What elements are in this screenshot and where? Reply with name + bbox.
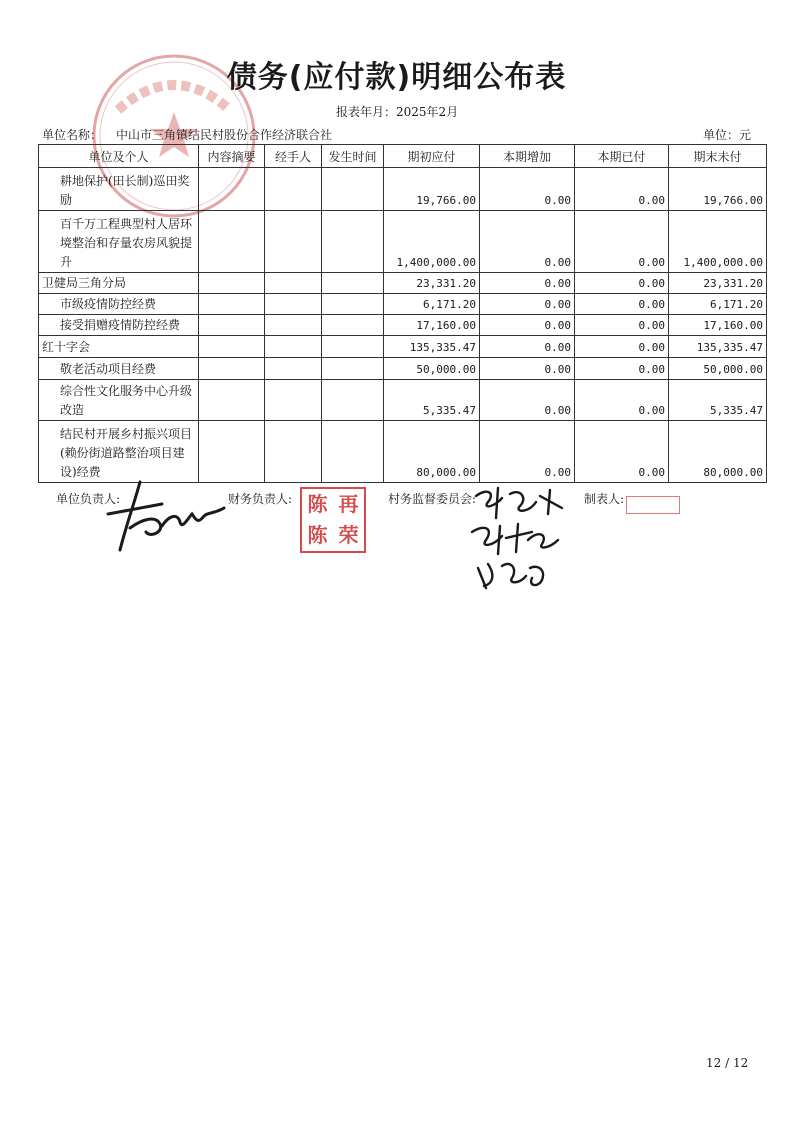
row-opening: 19,766.00 — [384, 168, 480, 211]
row-increase: 0.00 — [480, 168, 575, 211]
row-closing: 23,331.20 — [669, 273, 767, 294]
row-closing: 135,335.47 — [669, 336, 767, 358]
table-row — [39, 380, 767, 421]
table-row — [39, 168, 767, 211]
row-increase: 0.00 — [480, 294, 575, 315]
page-number: 12 / 12 — [706, 1056, 749, 1070]
row-summary — [199, 315, 265, 336]
col-header: 单位及个人 — [39, 145, 199, 168]
seal-char: 再 — [338, 492, 359, 516]
unit-name-label: 单位名称： — [42, 128, 103, 142]
row-handler — [265, 380, 322, 421]
col-header: 期初应付 — [384, 145, 480, 168]
report-period-label: 报表年月： — [336, 105, 397, 119]
row-increase: 0.00 — [480, 211, 575, 273]
col-header: 本期已付 — [575, 145, 669, 168]
row-name: 红十字会 — [39, 336, 199, 358]
row-paid: 0.00 — [575, 273, 669, 294]
row-paid: 0.00 — [575, 358, 669, 380]
table-row — [39, 358, 767, 380]
row-handler — [265, 421, 322, 483]
row-closing: 50,000.00 — [669, 358, 767, 380]
currency-unit: 单位：元 — [703, 128, 752, 142]
row-increase: 0.00 — [480, 380, 575, 421]
row-closing: 19,766.00 — [669, 168, 767, 211]
row-date — [322, 336, 384, 358]
row-summary — [199, 211, 265, 273]
row-handler — [265, 211, 322, 273]
table-row — [39, 315, 767, 336]
row-handler — [265, 294, 322, 315]
row-handler — [265, 168, 322, 211]
finance-head-label: 财务负责人: — [228, 492, 293, 506]
row-date — [322, 273, 384, 294]
finance-head-seal — [300, 487, 366, 553]
row-opening: 1,400,000.00 — [384, 211, 480, 273]
debt-table — [38, 144, 767, 483]
seal-char: 荣 — [338, 523, 359, 547]
preparer-label: 制表人: — [584, 492, 625, 506]
row-date — [322, 380, 384, 421]
row-name: 接受捐赠疫情防控经费 — [39, 315, 199, 336]
row-paid: 0.00 — [575, 294, 669, 315]
row-handler — [265, 273, 322, 294]
col-header: 本期增加 — [480, 145, 575, 168]
row-opening: 6,171.20 — [384, 294, 480, 315]
seal-char: 陈 — [307, 523, 328, 547]
row-summary — [199, 421, 265, 483]
row-closing: 1,400,000.00 — [669, 211, 767, 273]
row-opening: 80,000.00 — [384, 421, 480, 483]
supervisor-label: 村务监督委员会: — [388, 492, 477, 506]
row-date — [322, 294, 384, 315]
row-name: 敬老活动项目经费 — [39, 358, 199, 380]
preparer-stamp — [626, 496, 680, 514]
col-header: 发生时间 — [322, 145, 384, 168]
row-closing: 80,000.00 — [669, 421, 767, 483]
row-opening: 5,335.47 — [384, 380, 480, 421]
unit-head-signature — [104, 478, 228, 556]
row-handler — [265, 336, 322, 358]
row-name: 综合性文化服务中心升级改造 — [39, 380, 199, 421]
row-paid: 0.00 — [575, 211, 669, 273]
row-increase: 0.00 — [480, 421, 575, 483]
unit-name — [42, 126, 332, 143]
row-summary — [199, 273, 265, 294]
table-header-row — [39, 145, 767, 168]
row-increase: 0.00 — [480, 315, 575, 336]
col-header: 期末未付 — [669, 145, 767, 168]
row-opening: 135,335.47 — [384, 336, 480, 358]
row-summary — [199, 380, 265, 421]
row-opening: 17,160.00 — [384, 315, 480, 336]
row-closing: 17,160.00 — [669, 315, 767, 336]
row-summary — [199, 336, 265, 358]
row-paid: 0.00 — [575, 336, 669, 358]
supervisor-signatures — [466, 484, 570, 592]
row-date — [322, 168, 384, 211]
table-row — [39, 421, 767, 483]
row-date — [322, 211, 384, 273]
row-name: 卫健局三角分局 — [39, 273, 199, 294]
table-body — [39, 168, 767, 483]
row-opening: 23,331.20 — [384, 273, 480, 294]
row-opening: 50,000.00 — [384, 358, 480, 380]
row-paid: 0.00 — [575, 315, 669, 336]
row-summary — [199, 294, 265, 315]
row-summary — [199, 168, 265, 211]
seal-char: 陈 — [307, 492, 328, 516]
page-title: 债务(应付款)明细公布表 — [226, 60, 567, 95]
unit-head-label: 单位负责人: — [56, 492, 121, 506]
row-increase: 0.00 — [480, 273, 575, 294]
row-handler — [265, 315, 322, 336]
report-period-value: 2025年2月 — [396, 105, 459, 119]
row-closing: 6,171.20 — [669, 294, 767, 315]
row-date — [322, 315, 384, 336]
table-row — [39, 336, 767, 358]
table-row — [39, 273, 767, 294]
report-period — [336, 103, 458, 120]
unit-name-value: 中山市三角镇结民村股份合作经济联合社 — [116, 128, 333, 142]
row-name: 耕地保护(田长制)巡田奖励 — [39, 168, 199, 211]
row-handler — [265, 358, 322, 380]
row-name: 市级疫情防控经费 — [39, 294, 199, 315]
row-paid: 0.00 — [575, 421, 669, 483]
row-paid: 0.00 — [575, 380, 669, 421]
col-header: 内容摘要 — [199, 145, 265, 168]
row-name: 百千万工程典型村人居环境整治和存量农房风貌提升 — [39, 211, 199, 273]
table-row — [39, 294, 767, 315]
row-name: 结民村开展乡村振兴项目(赖份街道路整治项目建设)经费 — [39, 421, 199, 483]
row-date — [322, 421, 384, 483]
row-closing: 5,335.47 — [669, 380, 767, 421]
row-increase: 0.00 — [480, 336, 575, 358]
col-header: 经手人 — [265, 145, 322, 168]
table-row — [39, 211, 767, 273]
row-date — [322, 358, 384, 380]
row-increase: 0.00 — [480, 358, 575, 380]
row-paid: 0.00 — [575, 168, 669, 211]
row-summary — [199, 358, 265, 380]
